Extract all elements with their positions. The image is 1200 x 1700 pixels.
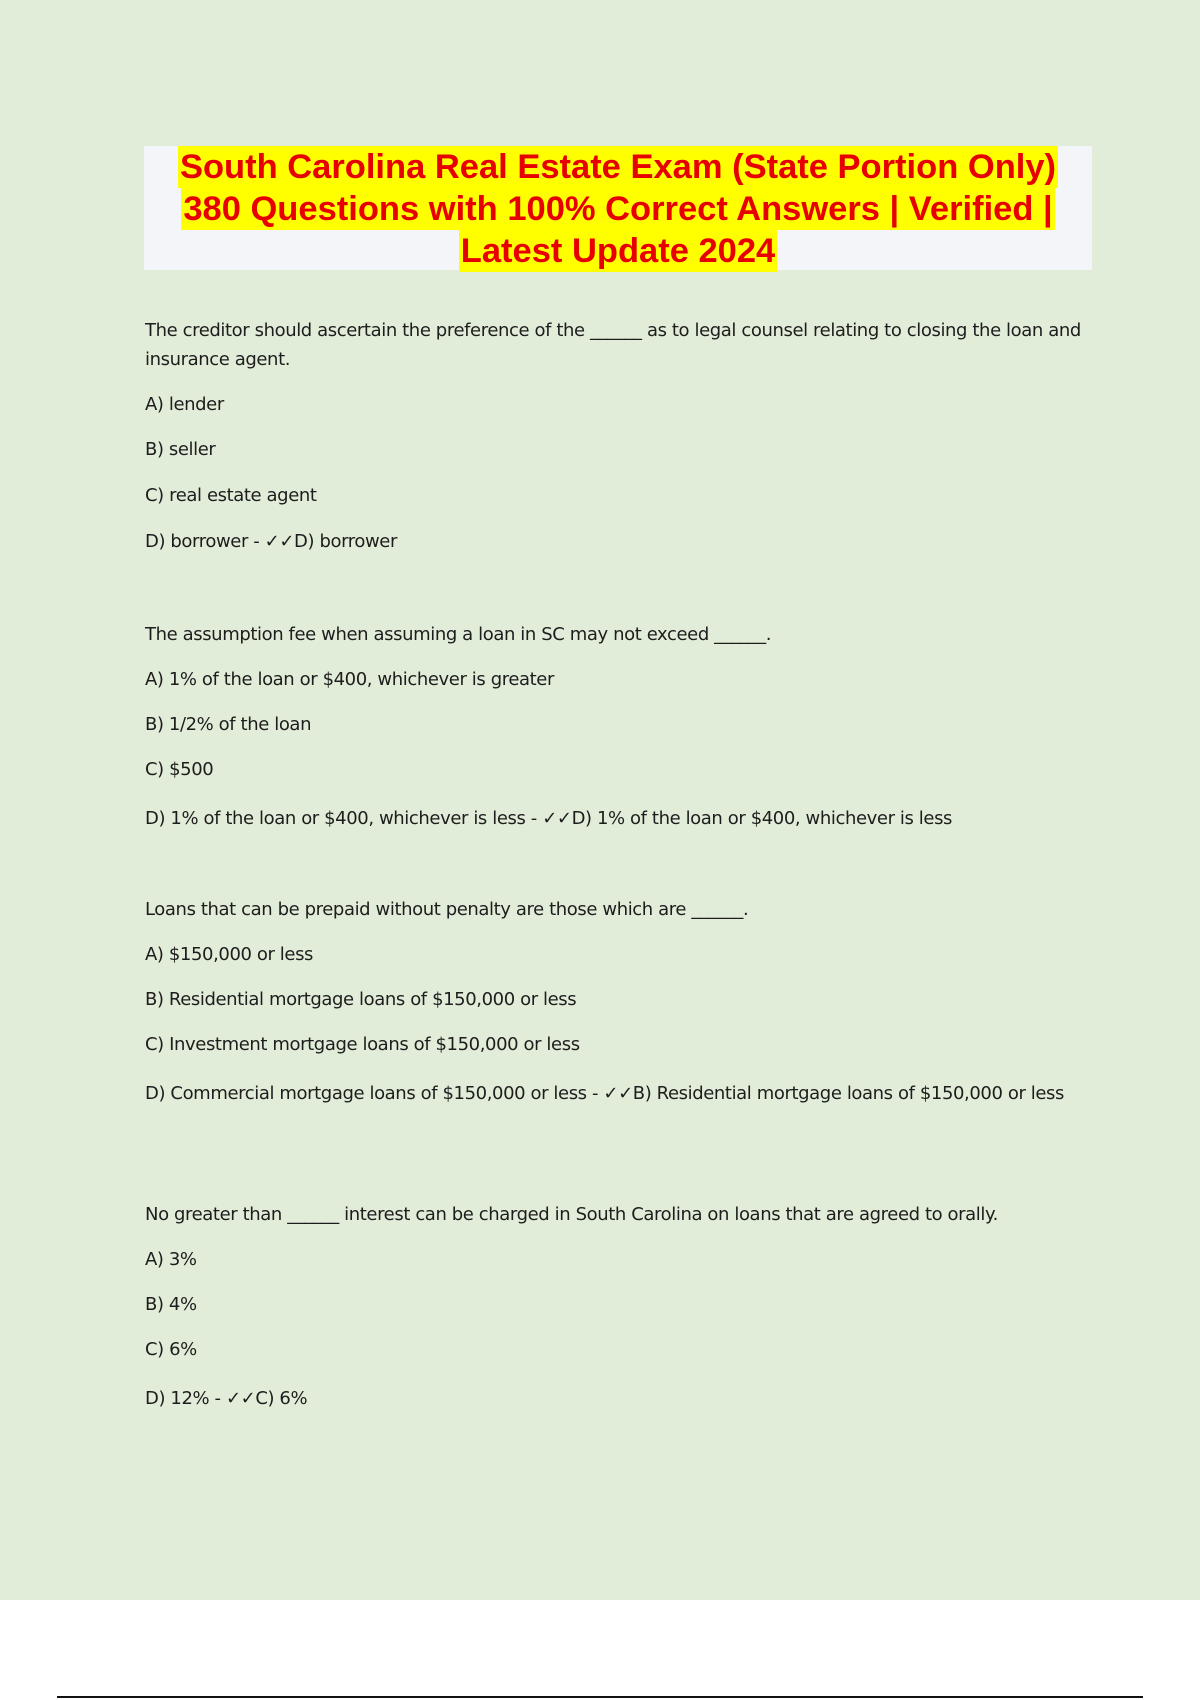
option-c: C) 6% (145, 1339, 197, 1360)
title-line-3: Latest Update 2024 (460, 232, 776, 270)
question-4 (145, 1200, 1085, 1229)
question-1 (145, 316, 1085, 374)
option-c: C) $500 (145, 759, 214, 780)
option-a: A) lender (145, 394, 224, 415)
option-b: B) 4% (145, 1294, 197, 1315)
option-d-answer: D) 1% of the loan or $400, whichever is less - ✓✓D) 1% of the loan or $400, whichever is less (145, 808, 953, 829)
option-b: B) Residential mortgage loans of $150,000 or less (145, 989, 577, 1010)
question-text: No greater than ______ interest can be charged in South Carolina on loans that are agreed to orally. (145, 1204, 999, 1225)
title-line-2: 380 Questions with 100% Correct Answers | Verified | (183, 190, 1053, 228)
question-text: Loans that can be prepaid without penalty are those which are ______. (145, 899, 749, 920)
option-c: C) Investment mortgage loans of $150,000 or less (145, 1034, 580, 1055)
option-b: B) 1/2% of the loan (145, 714, 312, 735)
option-a: A) $150,000 or less (145, 944, 314, 965)
option-c: C) real estate agent (145, 485, 317, 506)
question-2 (145, 620, 1085, 649)
question-3 (145, 895, 1085, 924)
option-b: B) seller (145, 439, 216, 460)
bottom-rule (57, 1696, 1143, 1698)
option-a: A) 3% (145, 1249, 197, 1270)
question-text: The creditor should ascertain the preference of the ______ as to legal counsel relating to closing the loan and insurance agent. (145, 320, 1081, 370)
option-d-answer: D) borrower - ✓✓D) borrower (145, 531, 397, 552)
question-text: The assumption fee when assuming a loan in SC may not exceed ______. (145, 624, 772, 645)
option-a: A) 1% of the loan or $400, whichever is greater (145, 669, 554, 690)
title-line-1: South Carolina Real Estate Exam (State Portion Only) (179, 148, 1057, 186)
option-d-answer: D) Commercial mortgage loans of $150,000 or less - ✓✓B) Residential mortgage loans of $150,000 or less (145, 1083, 1065, 1104)
title-block (144, 146, 1092, 270)
option-d-answer: D) 12% - ✓✓C) 6% (145, 1388, 308, 1409)
